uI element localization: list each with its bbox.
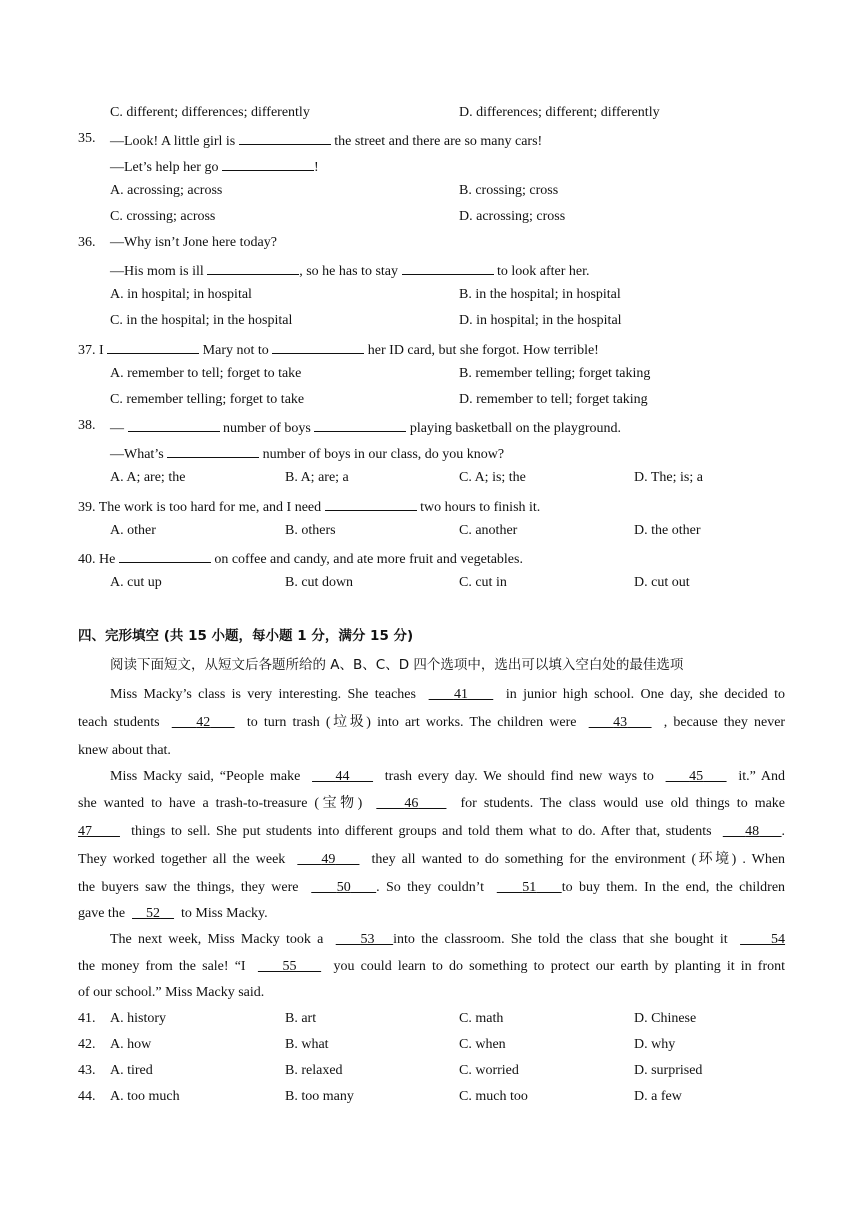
q36-option-a[interactable]: A. in hospital; in hospital	[110, 287, 252, 302]
q39-option-c[interactable]: C. another	[459, 523, 518, 538]
answer-blank[interactable]	[167, 445, 259, 458]
blank-50[interactable]: 50	[336, 880, 351, 895]
q37-option-d[interactable]: D. remember to tell; forget taking	[459, 392, 648, 407]
blank-46[interactable]: 46	[404, 796, 419, 811]
q37-line-1: 37. I Mary not to her ID card, but she forgot. How terrible!	[78, 343, 599, 358]
q35-number: 35.	[78, 131, 96, 146]
option-c[interactable]: C. when	[459, 1037, 506, 1052]
passage-line: Miss Macky’s class is very interesting. She teaches 41 in junior high school. One day, she decided to	[110, 687, 786, 702]
q38-line-2: —What’s number of boys in our class, do you know?	[110, 447, 505, 462]
blank-44[interactable]: 44	[335, 769, 350, 784]
blank-41[interactable]: 41	[453, 687, 468, 702]
q35-line-2: —Let’s help her go !	[110, 160, 319, 175]
q36-number: 36.	[78, 235, 96, 250]
q35-option-b[interactable]: B. crossing; cross	[459, 183, 559, 198]
q37-option-c[interactable]: C. remember telling; forget to take	[110, 392, 305, 407]
q37-option-a[interactable]: A. remember to tell; forget to take	[110, 366, 302, 381]
blank-42[interactable]: 42	[196, 715, 211, 730]
option-number: 43.	[78, 1063, 96, 1078]
q35-line-1: —Look! A little girl is the street and there are so many cars!	[110, 134, 543, 149]
q34-option-d: D. differences; different; differently	[459, 105, 660, 120]
q40-line-1: 40. He on coffee and candy, and ate more fruit and vegetables.	[78, 552, 523, 567]
option-number: 44.	[78, 1089, 96, 1104]
blank-53[interactable]: 53	[360, 932, 375, 947]
q35-option-d[interactable]: D. acrossing; cross	[459, 209, 566, 224]
answer-blank[interactable]	[239, 132, 331, 145]
q37-option-b[interactable]: B. remember telling; forget taking	[459, 366, 651, 381]
blank-45[interactable]: 45	[689, 769, 704, 784]
answer-blank[interactable]	[107, 341, 199, 354]
passage-line: gave the 52 to Miss Macky.	[78, 906, 268, 921]
q36-line-2: —His mom is ill , so he has to stay to look after her.	[110, 264, 590, 279]
answer-blank[interactable]	[207, 262, 299, 275]
passage-line: knew about that.	[78, 743, 171, 758]
option-d[interactable]: D. Chinese	[634, 1011, 697, 1026]
option-d[interactable]: D. a few	[634, 1089, 682, 1104]
q39-option-d[interactable]: D. the other	[634, 523, 701, 538]
answer-blank[interactable]	[272, 341, 364, 354]
q39-option-b[interactable]: B. others	[285, 523, 336, 538]
passage-line: the buyers saw the things, they were 50 . So they couldn’t 51 to buy them. In the end, the children	[78, 880, 786, 895]
q38-option-a[interactable]: A. A; are; the	[110, 470, 186, 485]
q36-option-d[interactable]: D. in hospital; in the hospital	[459, 313, 622, 328]
q40-option-d[interactable]: D. cut out	[634, 575, 690, 590]
q39-line-1: 39. The work is too hard for me, and I need two hours to finish it.	[78, 500, 541, 515]
passage-line: Miss Macky said, “People make 44 trash every day. We should find new ways to 45 it.” And	[110, 769, 786, 784]
option-d[interactable]: D. why	[634, 1037, 676, 1052]
option-b[interactable]: B. what	[285, 1037, 329, 1052]
q35-option-a[interactable]: A. acrossing; across	[110, 183, 223, 198]
section-heading: 四、完形填空 (共 15 小题，每小题 1 分，满分 15 分)	[78, 628, 414, 644]
blank-55[interactable]: 55	[282, 959, 297, 974]
passage-line: the money from the sale! “I 55 you could learn to do something to protect our earth by planting it in front	[78, 959, 786, 974]
passage-line: teach students 42 to turn trash (垃圾) into art works. The children were 43 , because they never	[78, 715, 786, 730]
passage-line: 47 things to sell. She put students into different groups and told them what to do. After that, students 48 .	[78, 824, 786, 839]
passage-line: The next week, Miss Macky took a 53 into the classroom. She told the class that she bought it 54	[110, 932, 786, 947]
q38-option-b[interactable]: B. A; are; a	[285, 470, 349, 485]
q40-option-a[interactable]: A. cut up	[110, 575, 162, 590]
option-b[interactable]: B. too many	[285, 1089, 354, 1104]
option-a[interactable]: A. tired	[110, 1063, 153, 1078]
blank-47[interactable]: 47	[78, 824, 92, 839]
answer-blank[interactable]	[314, 419, 406, 432]
answer-blank[interactable]	[222, 158, 314, 171]
answer-blank[interactable]	[119, 550, 211, 563]
option-c[interactable]: C. math	[459, 1011, 504, 1026]
blank-54[interactable]: 54	[771, 932, 786, 947]
option-number: 41.	[78, 1011, 96, 1026]
q36-option-c[interactable]: C. in the hospital; in the hospital	[110, 313, 293, 328]
q36-option-b[interactable]: B. in the hospital; in hospital	[459, 287, 621, 302]
q38-option-c[interactable]: C. A; is; the	[459, 470, 526, 485]
option-b[interactable]: B. art	[285, 1011, 317, 1026]
q40-option-b[interactable]: B. cut down	[285, 575, 354, 590]
passage-line: she wanted to have a trash-to-treasure (宝物) 46 for students. The class would use old things to make	[78, 796, 786, 811]
section-instruction: 阅读下面短文，从短文后各题所给的 A、B、C、D 四个选项中，选出可以填入空白处的最佳选项	[110, 657, 684, 673]
passage-line: They worked together all the week 49 they all wanted to do something for the environment (环境) . When	[78, 852, 786, 867]
q35-option-c[interactable]: C. crossing; across	[110, 209, 216, 224]
option-a[interactable]: A. history	[110, 1011, 166, 1026]
option-c[interactable]: C. much too	[459, 1089, 528, 1104]
blank-52[interactable]: 52	[146, 906, 161, 921]
answer-blank[interactable]	[128, 419, 220, 432]
q39-option-a[interactable]: A. other	[110, 523, 156, 538]
blank-49[interactable]: 49	[321, 852, 336, 867]
blank-48[interactable]: 48	[745, 824, 760, 839]
q38-line-1: — number of boys playing basketball on the playground.	[110, 421, 622, 436]
answer-blank[interactable]	[402, 262, 494, 275]
q38-number: 38.	[78, 418, 96, 433]
option-d[interactable]: D. surprised	[634, 1063, 703, 1078]
blank-43[interactable]: 43	[613, 715, 628, 730]
option-b[interactable]: B. relaxed	[285, 1063, 343, 1078]
option-number: 42.	[78, 1037, 96, 1052]
option-c[interactable]: C. worried	[459, 1063, 519, 1078]
option-a[interactable]: A. how	[110, 1037, 152, 1052]
answer-blank[interactable]	[325, 498, 417, 511]
option-a[interactable]: A. too much	[110, 1089, 180, 1104]
q38-option-d[interactable]: D. The; is; a	[634, 470, 703, 485]
q40-option-c[interactable]: C. cut in	[459, 575, 507, 590]
q34-option-c: C. different; differences; differently	[110, 105, 310, 120]
passage-line: of our school.” Miss Macky said.	[78, 985, 265, 1000]
q36-line-1: —Why isn’t Jone here today?	[110, 235, 277, 250]
blank-51[interactable]: 51	[522, 880, 537, 895]
